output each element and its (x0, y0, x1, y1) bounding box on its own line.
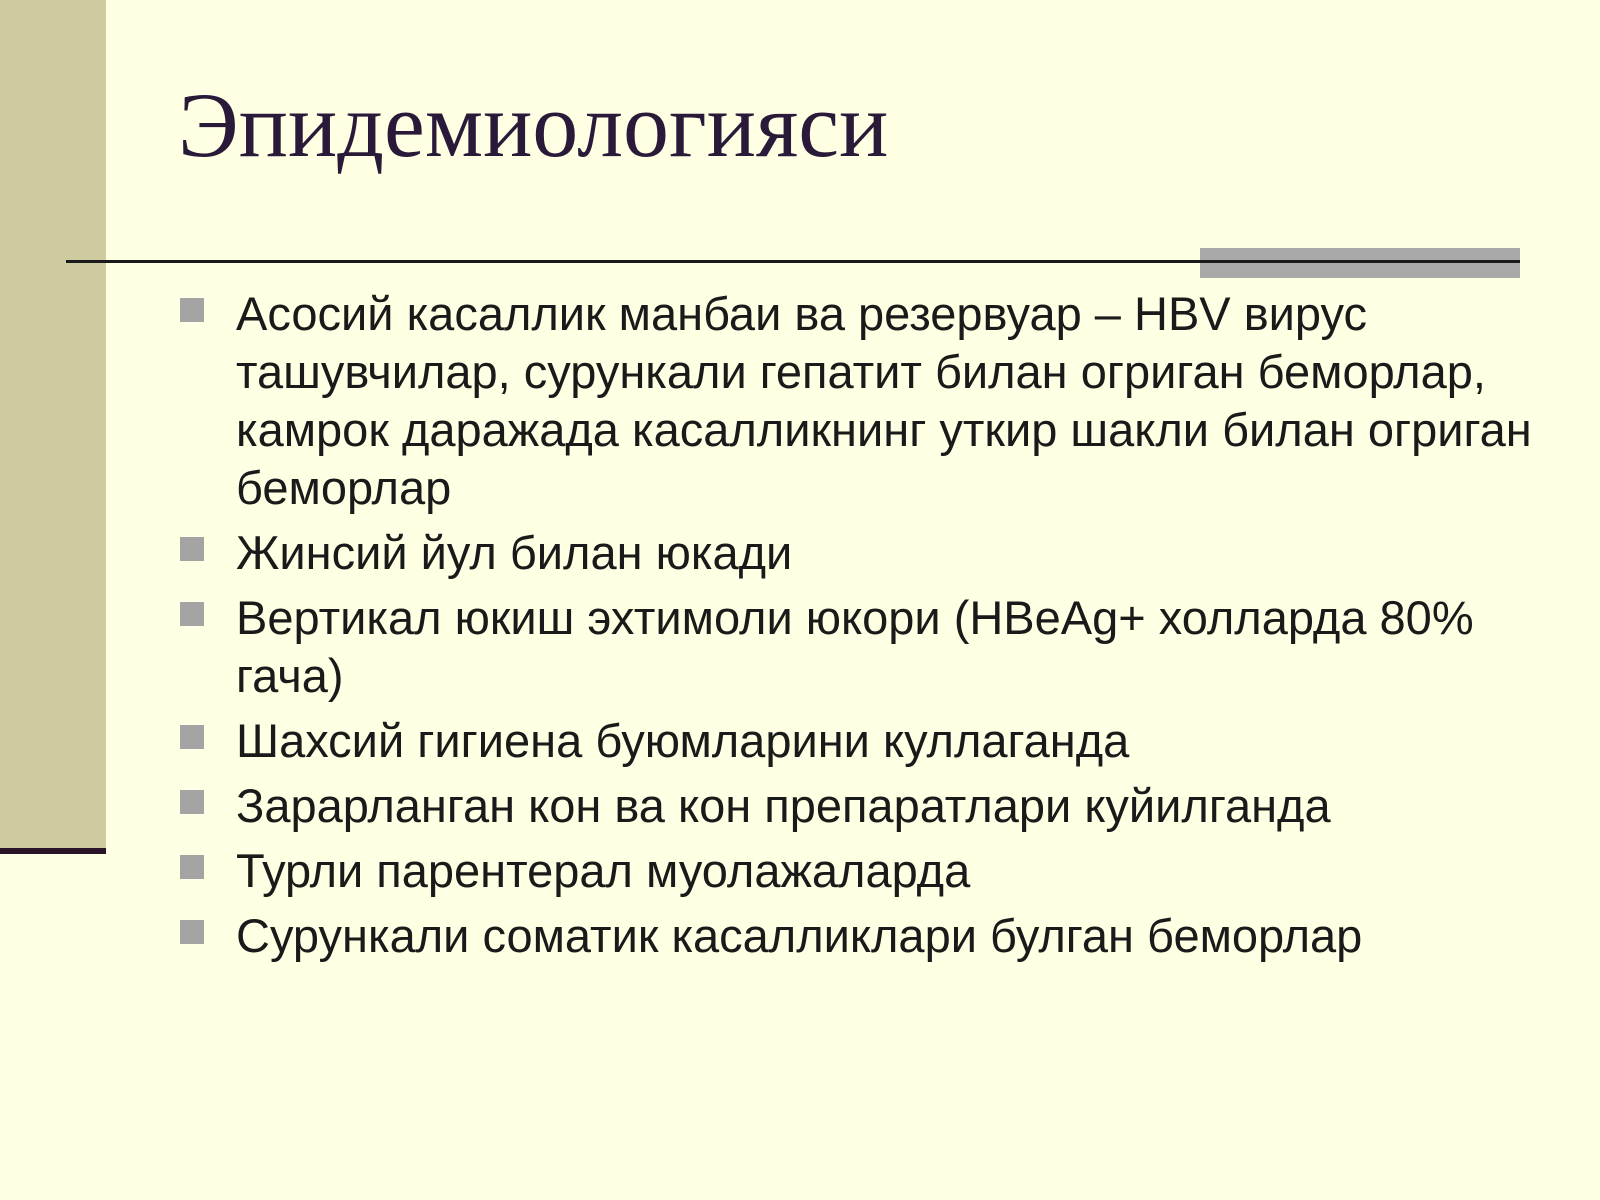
bullet-text: Вертикал юкиш эхтимоли юкори (HBeAg+ холларда 80% гача) (236, 591, 1474, 702)
bullet-list (178, 285, 1548, 972)
bullet-text: Асосий касаллик манбаи ва резервуар – HBV вирус ташувчилар, сурункали гепатит билан огриган беморлар, камрок даражада касалликнинг уткир шакли билан огриган беморлар (236, 287, 1532, 514)
bullet-item (178, 842, 1548, 900)
bullet-text: Жинсий йул билан юкади (236, 526, 793, 579)
side-band-decoration (0, 0, 106, 848)
bullet-item (178, 907, 1548, 965)
slide-title: Эпидемиологияси (178, 74, 889, 176)
bullet-item (178, 589, 1548, 705)
square-bullet-icon (180, 537, 204, 561)
bullet-text: Зарарланган кон ва кон препаратлари куйилганда (236, 779, 1331, 832)
square-bullet-icon (180, 725, 204, 749)
square-bullet-icon (180, 920, 204, 944)
bullet-item (178, 712, 1548, 770)
title-divider (66, 260, 1520, 263)
side-band-rule (0, 848, 106, 854)
square-bullet-icon (180, 790, 204, 814)
square-bullet-icon (180, 298, 204, 322)
bullet-item (178, 524, 1548, 582)
square-bullet-icon (180, 602, 204, 626)
square-bullet-icon (180, 855, 204, 879)
bullet-item (178, 777, 1548, 835)
title-rule-accent (1200, 248, 1520, 278)
bullet-text: Сурункали соматик касалликлари булган беморлар (236, 909, 1363, 962)
bullet-text: Турли парентерал муолажаларда (236, 844, 971, 897)
bullet-item (178, 285, 1548, 517)
bullet-text: Шахсий гигиена буюмларини куллаганда (236, 714, 1130, 767)
